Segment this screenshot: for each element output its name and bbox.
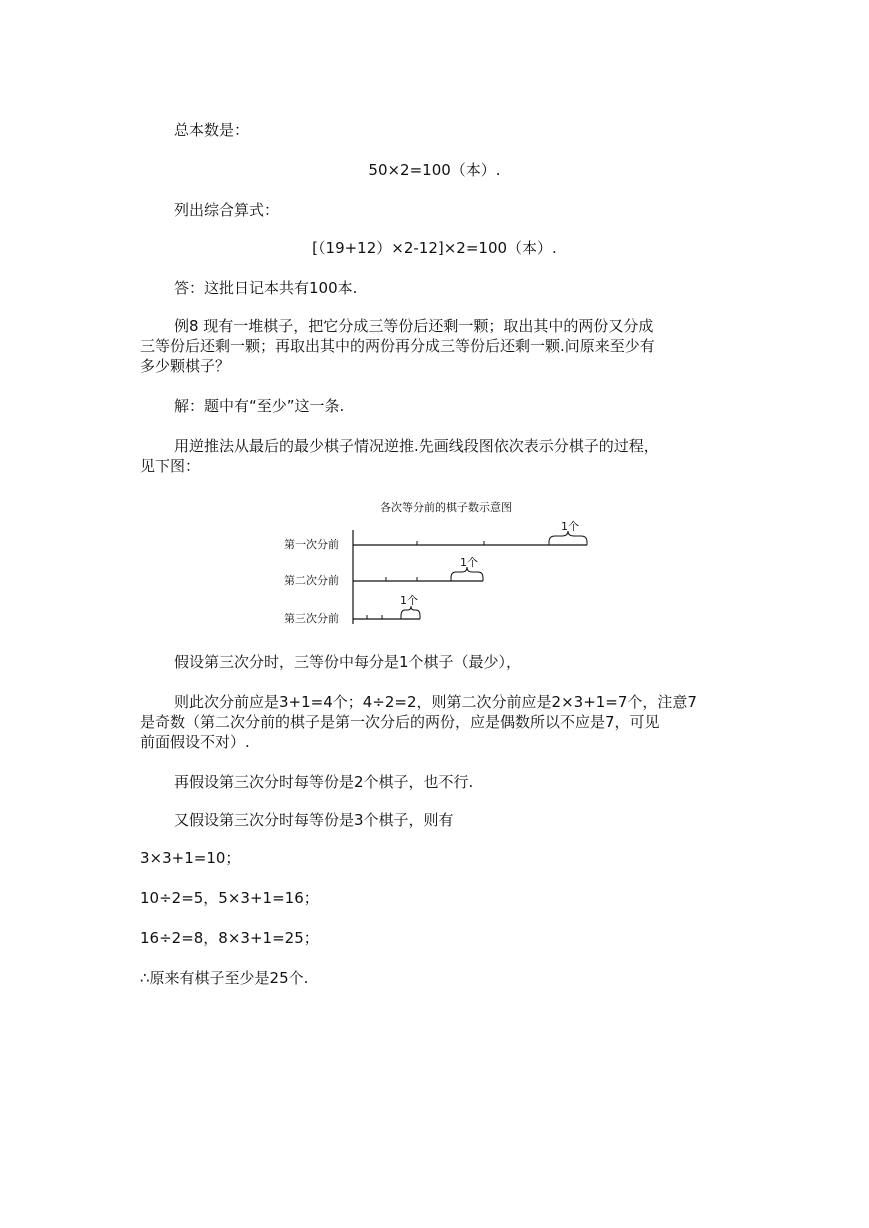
then-line-3: 前面假设不对）.: [140, 733, 250, 751]
assume-1-line: 假设第三次分时，三等份中每分是1个棋子（最少），: [174, 653, 522, 671]
assume-2-line: 再假设第三次分时每等份是2个棋子，也不行.: [174, 773, 474, 791]
method-line-2: 见下图：: [140, 457, 201, 475]
answer-line: 答：这批日记本共有100本.: [174, 279, 358, 297]
calc-line-2: 10÷2=5，5×3+1=16；: [140, 889, 319, 907]
combined-formula: [（19+12）×2-12]×2=100（本）.: [312, 239, 557, 257]
diagram-title: 各次等分前的棋子数示意图: [380, 501, 512, 514]
row-label-2: 第二次分前: [284, 574, 339, 587]
chess-pieces-segment-diagram: [270, 490, 610, 630]
then-paragraph: [140, 692, 740, 752]
example8-line-1: 例8 现有一堆棋子，把它分成三等份后还剩一颗；取出其中的两份又分成: [174, 317, 654, 335]
total-formula: 50×2=100（本）.: [368, 161, 501, 179]
combined-label: 列出综合算式：: [174, 201, 280, 219]
calc-line-1: 3×3+1=10；: [140, 849, 241, 867]
then-line-2: 是奇数（第二次分前的棋子是第一次分后的两份，应是偶数所以不应是7，可见: [140, 713, 660, 731]
method-line-1: 用逆推法从最后的最少棋子情况逆推.先画线段图依次表示分棋子的过程，: [174, 437, 659, 455]
total-label: 总本数是：: [174, 121, 250, 139]
assume-3-line: 又假设第三次分时每等份是3个棋子，则有: [174, 811, 454, 829]
brace-row-3: [401, 606, 420, 616]
calc-line-3: 16÷2=8，8×3+1=25；: [140, 929, 319, 947]
example8-line-2: 三等份后还剩一颗；再取出其中的两份再分成三等份后还剩一颗.问原来至少有: [140, 337, 655, 355]
row-label-3: 第三次分前: [284, 612, 339, 625]
conclusion-line: ∴原来有棋子至少是25个.: [140, 969, 309, 987]
row-label-1: 第一次分前: [284, 538, 339, 551]
brace-label-row-2: 1个: [460, 556, 478, 569]
then-line-1: 则此次分前应是3+1=4个；4÷2=2，则第二次分前应是2×3+1=7个，注意7: [174, 693, 697, 711]
solution-line: 解：题中有“至少”这一条.: [174, 397, 345, 415]
method-paragraph: [140, 436, 740, 476]
example8-paragraph: [140, 316, 740, 376]
example8-line-3: 多少颗棋子？: [140, 357, 231, 375]
brace-label-row-1: 1个: [561, 520, 579, 533]
brace-label-row-3: 1个: [400, 594, 418, 607]
